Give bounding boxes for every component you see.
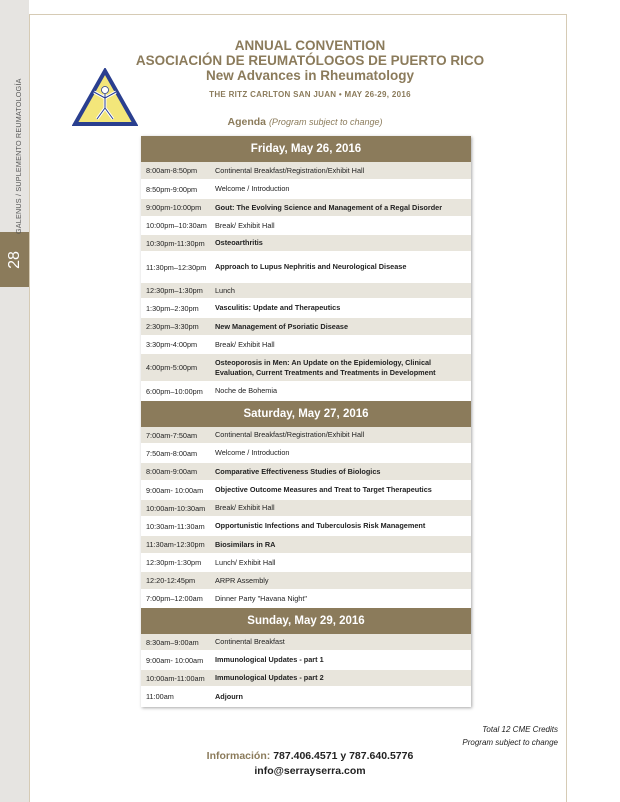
session-title: Vasculitis: Update and Therapeutics xyxy=(215,303,341,313)
schedule-row xyxy=(141,162,471,180)
contact-email: info@serrayserra.com xyxy=(254,765,366,777)
schedule-row xyxy=(141,463,471,481)
session-title: Biosimilars in RA xyxy=(215,539,276,549)
phone-numbers: 787.406.4571 y 787.640.5776 xyxy=(273,750,414,762)
info-label: Información: xyxy=(206,750,271,762)
session-time: 7:00pm–12:00am xyxy=(146,594,203,603)
running-head: GALENUS / SUPLEMENTO REUMATOLOGÍA xyxy=(14,78,23,234)
session-title: Continental Breakfast/Registration/Exhibit Hall xyxy=(215,165,365,175)
cme-credits: Total 12 CME Credits xyxy=(482,725,558,734)
session-time: 7:50am-8:00am xyxy=(146,448,198,458)
session-title: Dinner Party "Havana Night" xyxy=(215,593,307,603)
session-time: 6:00pm–10:00pm xyxy=(146,386,203,396)
session-title: Break/ Exhibit Hall xyxy=(215,339,275,349)
credits-note xyxy=(440,723,558,749)
session-time: 3:30pm-4:00pm xyxy=(146,340,198,349)
convention-title: ANNUAL CONVENTION xyxy=(234,38,386,53)
schedule-table xyxy=(141,136,471,707)
session-time: 11:30am-12:30pm xyxy=(146,540,205,549)
association-name: ASOCIACIÓN DE REUMATÓLOGOS DE PUERTO RICO xyxy=(135,53,485,68)
session-title: Osteoarthritis xyxy=(215,238,263,248)
contact-info xyxy=(150,750,470,762)
schedule-row xyxy=(141,500,471,517)
session-title: Lunch xyxy=(215,285,235,295)
session-title: Immunological Updates - part 1 xyxy=(215,655,324,665)
session-time: 11:00am xyxy=(146,692,174,701)
schedule-row xyxy=(141,382,471,401)
schedule-row xyxy=(141,481,471,500)
convention-subtitle: New Advances in Rheumatology xyxy=(205,68,415,83)
schedule-row xyxy=(141,336,471,354)
schedule-row xyxy=(141,283,471,299)
session-title: Break/ Exhibit Hall xyxy=(215,503,275,513)
session-time: 8:00am-8:50pm xyxy=(146,166,198,175)
schedule-row xyxy=(141,651,471,670)
schedule-row xyxy=(141,634,471,651)
page-number: 28 xyxy=(5,250,23,269)
session-title: New Management of Psoriatic Disease xyxy=(215,321,349,331)
schedule-row xyxy=(141,536,471,554)
session-title: Opportunistic Infections and Tuberculosis Risk Management xyxy=(215,521,426,531)
session-title: Lunch/ Exhibit Hall xyxy=(215,557,276,567)
session-time: 9:00am- 10:00am xyxy=(146,655,204,665)
session-time: 10:00pm–10:30am xyxy=(146,221,207,230)
session-title: Noche de Bohemia xyxy=(215,386,278,396)
session-time: 12:20-12:45pm xyxy=(146,576,196,585)
session-title: Adjourn xyxy=(215,691,243,701)
agenda-title: Agenda xyxy=(227,116,267,128)
session-time: 10:30am-11:30am xyxy=(146,521,205,531)
day-header: Friday, May 26, 2016 xyxy=(141,136,471,162)
session-title: Welcome / Introduction xyxy=(215,184,290,194)
schedule-row xyxy=(141,687,471,707)
agenda-note: (Program subject to change) xyxy=(268,117,383,127)
session-title: Immunological Updates - part 2 xyxy=(215,673,324,683)
session-title: Continental Breakfast xyxy=(215,637,285,647)
session-time: 12:30pm–1:30pm xyxy=(146,286,203,295)
venue-dates: THE RITZ CARLTON SAN JUAN • MAY 26-29, 2016 xyxy=(209,90,411,99)
session-time: 2:30pm–3:30pm xyxy=(146,322,199,331)
sidebar xyxy=(0,0,29,802)
session-time: 4:00pm-5:00pm xyxy=(146,363,198,372)
session-title: Gout: The Evolving Science and Management of a Regal Disorder xyxy=(215,202,443,212)
schedule-row xyxy=(141,235,471,252)
session-title: Break/ Exhibit Hall xyxy=(215,220,275,230)
session-title: Comparative Effectiveness Studies of Biologics xyxy=(215,466,381,476)
day-header: Saturday, May 27, 2016 xyxy=(141,401,471,427)
session-title: Osteoporosis in Men: An Update on the Epidemiology, Clinical Evaluation, Current Treatments and Treatments in Development xyxy=(215,358,436,377)
session-title: Objective Outcome Measures and Treat to Target Therapeutics xyxy=(215,485,432,495)
schedule-row xyxy=(141,517,471,536)
schedule-row xyxy=(141,318,471,336)
schedule-row xyxy=(141,670,471,687)
schedule-row xyxy=(141,354,471,382)
schedule-row xyxy=(141,299,471,318)
session-title: Continental Breakfast/Registration/Exhibit Hall xyxy=(215,430,365,440)
subject-to-change: Program subject to change xyxy=(462,738,558,747)
session-title: Approach to Lupus Nephritis and Neurological Disease xyxy=(215,262,407,272)
session-time: 12:30pm-1:30pm xyxy=(146,558,202,567)
session-time: 8:00am-9:00am xyxy=(146,467,198,476)
session-title: Welcome / Introduction xyxy=(215,448,290,458)
schedule-row xyxy=(141,252,471,283)
schedule-row xyxy=(141,444,471,463)
session-time: 10:30pm-11:30pm xyxy=(146,238,205,248)
session-time: 8:30am–9:00am xyxy=(146,637,199,647)
session-time: 8:50pm-9:00pm xyxy=(146,184,198,194)
schedule-row xyxy=(141,217,471,235)
schedule-row xyxy=(141,180,471,199)
session-time: 1:30pm–2:30pm xyxy=(146,303,199,313)
schedule-row xyxy=(141,199,471,217)
session-time: 7:00am-7:50am xyxy=(146,430,198,440)
schedule-row xyxy=(141,427,471,444)
session-time: 11:30pm–12:30pm xyxy=(146,262,207,272)
schedule-row xyxy=(141,572,471,590)
session-time: 10:00am-10:30am xyxy=(146,503,206,513)
schedule-row xyxy=(141,554,471,572)
day-header: Sunday, May 29, 2016 xyxy=(141,608,471,634)
page-number-box xyxy=(0,232,29,287)
session-title: ARPR Assembly xyxy=(215,575,269,585)
session-time: 9:00pm-10:00pm xyxy=(146,203,202,212)
session-time: 9:00am- 10:00am xyxy=(146,485,204,495)
agenda-heading xyxy=(140,116,470,128)
session-time: 10:00am-11:00am xyxy=(146,673,205,683)
schedule-row xyxy=(141,590,471,608)
